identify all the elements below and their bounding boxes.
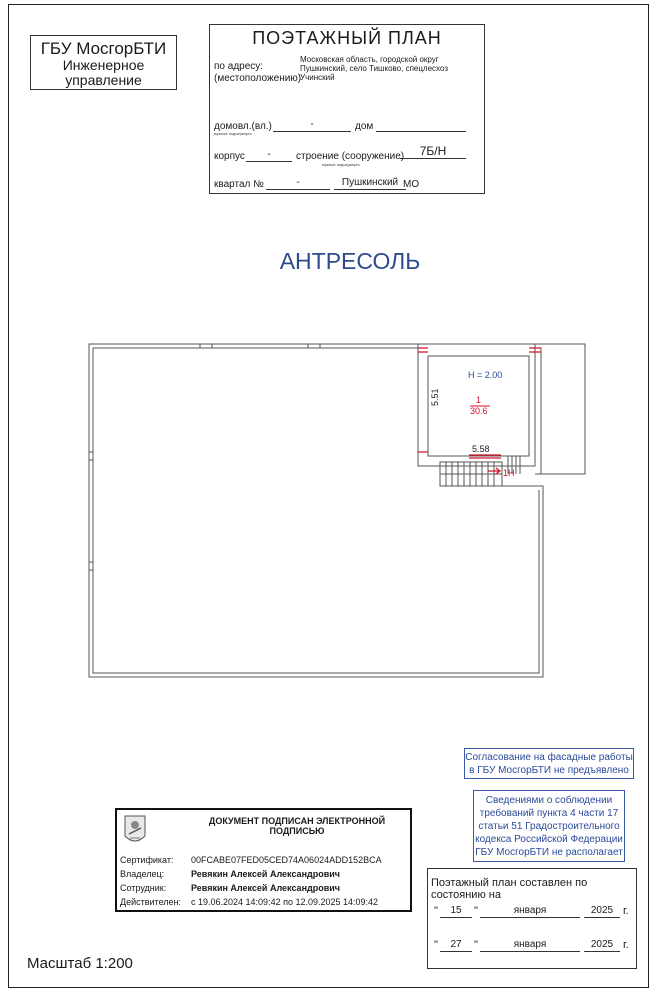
stroenie-label: строение (сооружение) [296,151,405,162]
org-dept-line1: Инженерное [62,57,145,73]
section-title: АНТРЕСОЛЬ [279,248,421,274]
compliance-line1: Сведениями о соблюдении [485,795,613,806]
scale-label: Масштаб 1:200 [27,955,133,972]
cert-label: Сертификат: [120,855,174,865]
state-date-box [427,868,637,969]
domovl-value: - [273,119,351,132]
building-outline [89,344,543,677]
signature-stamp [115,808,412,912]
date2-close-quote: " [474,939,478,951]
org-name: ГБУ МосгорБТИ [40,39,167,58]
date2-day: 27 [440,939,472,952]
district-suffix: МО [403,179,420,190]
compliance-line5: ГБУ МосгорБТИ не располагает [475,847,623,858]
stair-label: 1Н [503,468,515,478]
height-note: H = 2.00 [468,370,503,380]
date1-open-quote: " [434,905,438,917]
date1-year-suffix: г. [623,905,629,917]
korpus-label: корпус [214,151,245,162]
plan-title: ПОЭТАЖНЫЙ ПЛАН [252,28,442,48]
compliance-line4: кодекса Российской Федерации [475,834,623,845]
facade-notice-line2: в ГБУ МосгорБТИ не предъявлено [469,765,629,776]
date2-year: 2025 [584,939,620,952]
date1-day: 15 [440,905,472,918]
facade-notice-line1: Согласование на фасадные работы [465,752,633,763]
room-number: 1 [476,395,482,405]
valid-value: с 19.06.2024 14:09:42 по 12.09.2025 14:09:42 [191,897,379,907]
domovl-hint: нужное подчеркнуть [214,131,252,136]
korpus-value: - [246,149,292,162]
date2-month: января [480,939,580,952]
kvartal-value: - [266,177,330,190]
cert-value: 00FCABE07FED05CED74A06024ADD152BCA [191,855,382,865]
compliance-line3: статьи 51 Градостроительного [478,821,620,832]
annex-outline [541,344,585,474]
moscow-coat-of-arms-icon [123,814,147,848]
date1-year: 2025 [584,905,620,918]
compliance-line2: требований пункта 4 части 17 [479,808,619,819]
address-label: по адресу: [214,61,264,72]
kvartal-label: квартал № [214,179,264,190]
date1-close-quote: " [474,905,478,917]
signature-title-line1: ДОКУМЕНТ ПОДПИСАН ЭЛЕКТРОННОЙ [208,816,386,826]
location-label: (местоположению) [214,73,302,84]
owner-label: Владелец: [120,869,165,879]
state-heading: Поэтажный план составлен по состоянию на [431,877,588,901]
room-area: 30.6 [470,406,488,416]
dom-label: дом [355,121,374,132]
signature-title-line2: ПОДПИСЬЮ [269,826,325,836]
stroenie-value: 7Б/Н [400,146,466,159]
address-value: Московская область, городской округ Пушкинский, село Тишково, спецлесхоз Учинский [300,55,448,82]
date2-year-suffix: г. [623,939,629,951]
org-dept-line2: управление [65,72,142,88]
facade-notice [464,748,634,779]
valid-label: Действителен: [120,897,182,907]
date1-month: января [480,905,580,918]
dimension-vertical: 5.51 [430,388,440,406]
owner-value: Ревякин Алексей Александрович [191,869,341,879]
employee-value: Ревякин Алексей Александрович [191,883,341,893]
stroenie-hint: нужное подчеркнуть [322,162,360,167]
dimension-horizontal: 5.58 [472,444,490,454]
compliance-notice [473,790,625,862]
employee-label: Сотрудник: [120,883,167,893]
date2-open-quote: " [434,939,438,951]
domovl-label: домовл.(вл.) [214,121,272,132]
district-value: Пушкинский [334,177,406,190]
